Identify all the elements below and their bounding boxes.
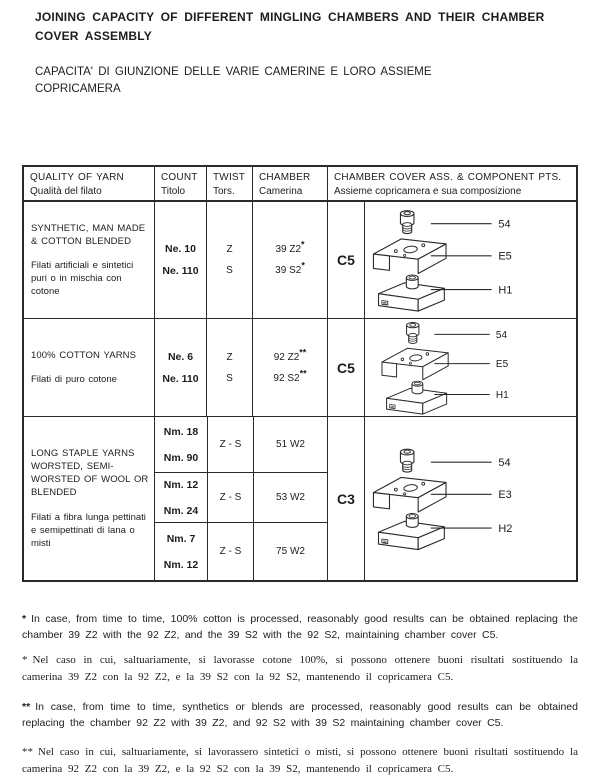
page-subtitle: CAPACITA' DI GIUNZIONE DELLE VARIE CAMERINE E LORO ASSIEME COPRICAMERA xyxy=(35,66,432,96)
asterisk-marker: * xyxy=(301,239,305,250)
footnote-text: In case, from time to time, 100% cotton is processed, reasonably good results can be obtained replacing the chamber 39 Z2 with the 92 Z2, and the 39 S2 with the 92 S2, maintaining chamber cover C5. xyxy=(22,613,578,641)
part-label: H1 xyxy=(498,284,513,297)
chamber-cell xyxy=(252,319,327,416)
part-label: E5 xyxy=(495,359,509,371)
count-cell xyxy=(155,417,207,472)
count-cell xyxy=(154,202,206,318)
part-label: 54 xyxy=(498,457,511,470)
header-twist-en: TWIST xyxy=(213,172,246,183)
quality-cell xyxy=(24,202,154,318)
footnote xyxy=(22,652,578,685)
footnote-text: Nel caso in cui, saltuariamente, si lavorassero sintetici o misti, si possono ottenere buoni risultati sostituendo la camerina 92 Z2 con la 39 Z2, e la 92 S2 con la 39 S2, mantenendo il copricamera C5. xyxy=(22,746,578,775)
footnote-marker: * xyxy=(22,613,27,625)
header-quality-it: Qualità del filato xyxy=(30,185,102,197)
header-cover-it: Assieme copricamera e sua composizione xyxy=(334,185,522,197)
count-value: Nm. 18 xyxy=(163,425,199,438)
assembly-diagram xyxy=(365,417,576,580)
header-twist xyxy=(206,167,252,200)
twist-cell: Z - S xyxy=(207,417,253,472)
asterisk-marker: * xyxy=(301,260,305,271)
footnote-marker: * xyxy=(22,654,28,666)
footnote-marker: ** xyxy=(22,746,33,758)
header-quality xyxy=(24,167,154,200)
chamber-value: 92 S2** xyxy=(273,368,307,384)
sub-row xyxy=(155,522,327,580)
assembly-diagram xyxy=(365,319,576,416)
table-row xyxy=(24,318,576,416)
quality-it: Filati di puro cotone xyxy=(31,374,117,385)
count-value: Nm. 7 xyxy=(166,532,196,545)
footnote xyxy=(22,744,578,777)
chamber-cell: 53 W2 xyxy=(253,473,327,522)
count-value: Ne. 10 xyxy=(165,243,196,255)
twist-value: Z xyxy=(226,351,233,363)
header-chamber xyxy=(252,167,327,200)
screw-icon xyxy=(407,323,419,344)
yarn-table xyxy=(22,165,578,582)
part-label: 54 xyxy=(495,329,508,341)
footnote-text: In case, from time to time, synthetics or blends are processed, reasonably good results can be obtained replacing the chamber 92 Z2 with 39 Z2, and 92 S2 with 39 S2 maintaining chamber cover C5. xyxy=(22,701,578,729)
chamber-value: 39 S2* xyxy=(275,260,305,276)
part-label: E3 xyxy=(498,489,512,502)
asterisk-marker: ** xyxy=(299,347,307,358)
part-label: E5 xyxy=(498,250,512,263)
chamber-block-icon xyxy=(387,381,447,414)
screw-icon xyxy=(400,449,414,472)
count-cell xyxy=(155,473,207,522)
quality-cell xyxy=(24,319,154,416)
chamber-block-icon xyxy=(379,514,445,550)
header-count-en: COUNT xyxy=(161,172,198,183)
footnote xyxy=(22,700,578,732)
header-count-it: Titolo xyxy=(161,185,186,197)
count-value: Ne. 6 xyxy=(167,350,194,363)
table-header-row xyxy=(24,167,576,202)
assembly-diagram xyxy=(365,202,576,318)
cover-code: C5 xyxy=(327,319,365,416)
chamber-value: 39 Z2* xyxy=(275,239,305,255)
footnote-text: Nel caso in cui, saltuariamente, si lavorasse cotone 100%, si possono ottenere buoni risultati sostituendo la camerina 39 Z2 con la 92 Z2, e la 39 S2 con la 92 S2, mantenendo il copricamera C5. xyxy=(22,654,578,683)
sub-row xyxy=(155,472,327,522)
header-quality-en: QUALITY OF YARN xyxy=(30,172,124,183)
twist-value: S xyxy=(226,372,233,384)
chamber-cell: 75 W2 xyxy=(253,523,327,580)
cover-code: C5 xyxy=(327,202,365,318)
quality-cell xyxy=(24,417,154,580)
quality-it: Filati artificiali e sintetici puri o in mischia con cotone xyxy=(31,259,134,298)
twist-cell: Z - S xyxy=(207,523,253,580)
subrows-column xyxy=(154,417,327,580)
twist-value: S xyxy=(226,265,233,276)
table-row xyxy=(24,202,576,318)
part-label: 54 xyxy=(498,218,511,231)
header-count xyxy=(154,167,206,200)
twist-cell xyxy=(206,202,252,318)
chamber-cell xyxy=(252,202,327,318)
quality-en: SYNTHETIC, MAN MADE & COTTON BLENDED xyxy=(31,222,146,247)
part-label: H1 xyxy=(495,389,509,401)
chamber-block-icon xyxy=(379,275,445,311)
footnote xyxy=(22,612,578,644)
count-cell xyxy=(155,523,207,580)
count-value: Nm. 12 xyxy=(163,558,199,571)
header-chamber-it: Camerina xyxy=(259,185,303,197)
count-value: Nm. 24 xyxy=(163,504,199,517)
count-cell xyxy=(154,319,206,416)
header-twist-it: Tors. xyxy=(213,185,235,197)
count-value: Ne. 110 xyxy=(162,372,199,385)
cover-code: C3 xyxy=(327,417,365,580)
footnote-marker: ** xyxy=(22,701,31,713)
quality-en: LONG STAPLE YARNS WORSTED, SEMI-WORSTED OF WOOL OR BLENDED xyxy=(31,448,149,499)
quality-en: 100% COTTON YARNS xyxy=(31,349,137,361)
twist-value: Z xyxy=(226,244,233,255)
screw-icon xyxy=(400,211,414,234)
header-chamber-en: CHAMBER xyxy=(259,172,311,183)
count-value: Nm. 90 xyxy=(163,451,199,464)
sub-row xyxy=(155,417,327,472)
twist-cell: Z - S xyxy=(207,473,253,522)
table-row xyxy=(24,416,576,580)
header-cover-en: CHAMBER COVER ASS. & COMPONENT PTS. xyxy=(334,172,562,183)
asterisk-marker: ** xyxy=(299,368,307,379)
header-cover xyxy=(327,167,576,200)
chamber-cell: 51 W2 xyxy=(253,417,327,472)
twist-cell xyxy=(206,319,252,416)
count-value: Ne. 110 xyxy=(162,265,199,277)
page-title: JOINING CAPACITY OF DIFFERENT MINGLING CHAMBERS AND THEIR CHAMBER COVER ASSEMBLY xyxy=(35,10,545,43)
part-label: H2 xyxy=(498,522,513,535)
quality-it: Filati a fibra lunga pettinati e semipettinati di lana o misti xyxy=(31,511,146,549)
count-value: Nm. 12 xyxy=(163,478,199,491)
chamber-value: 92 Z2** xyxy=(273,347,307,363)
